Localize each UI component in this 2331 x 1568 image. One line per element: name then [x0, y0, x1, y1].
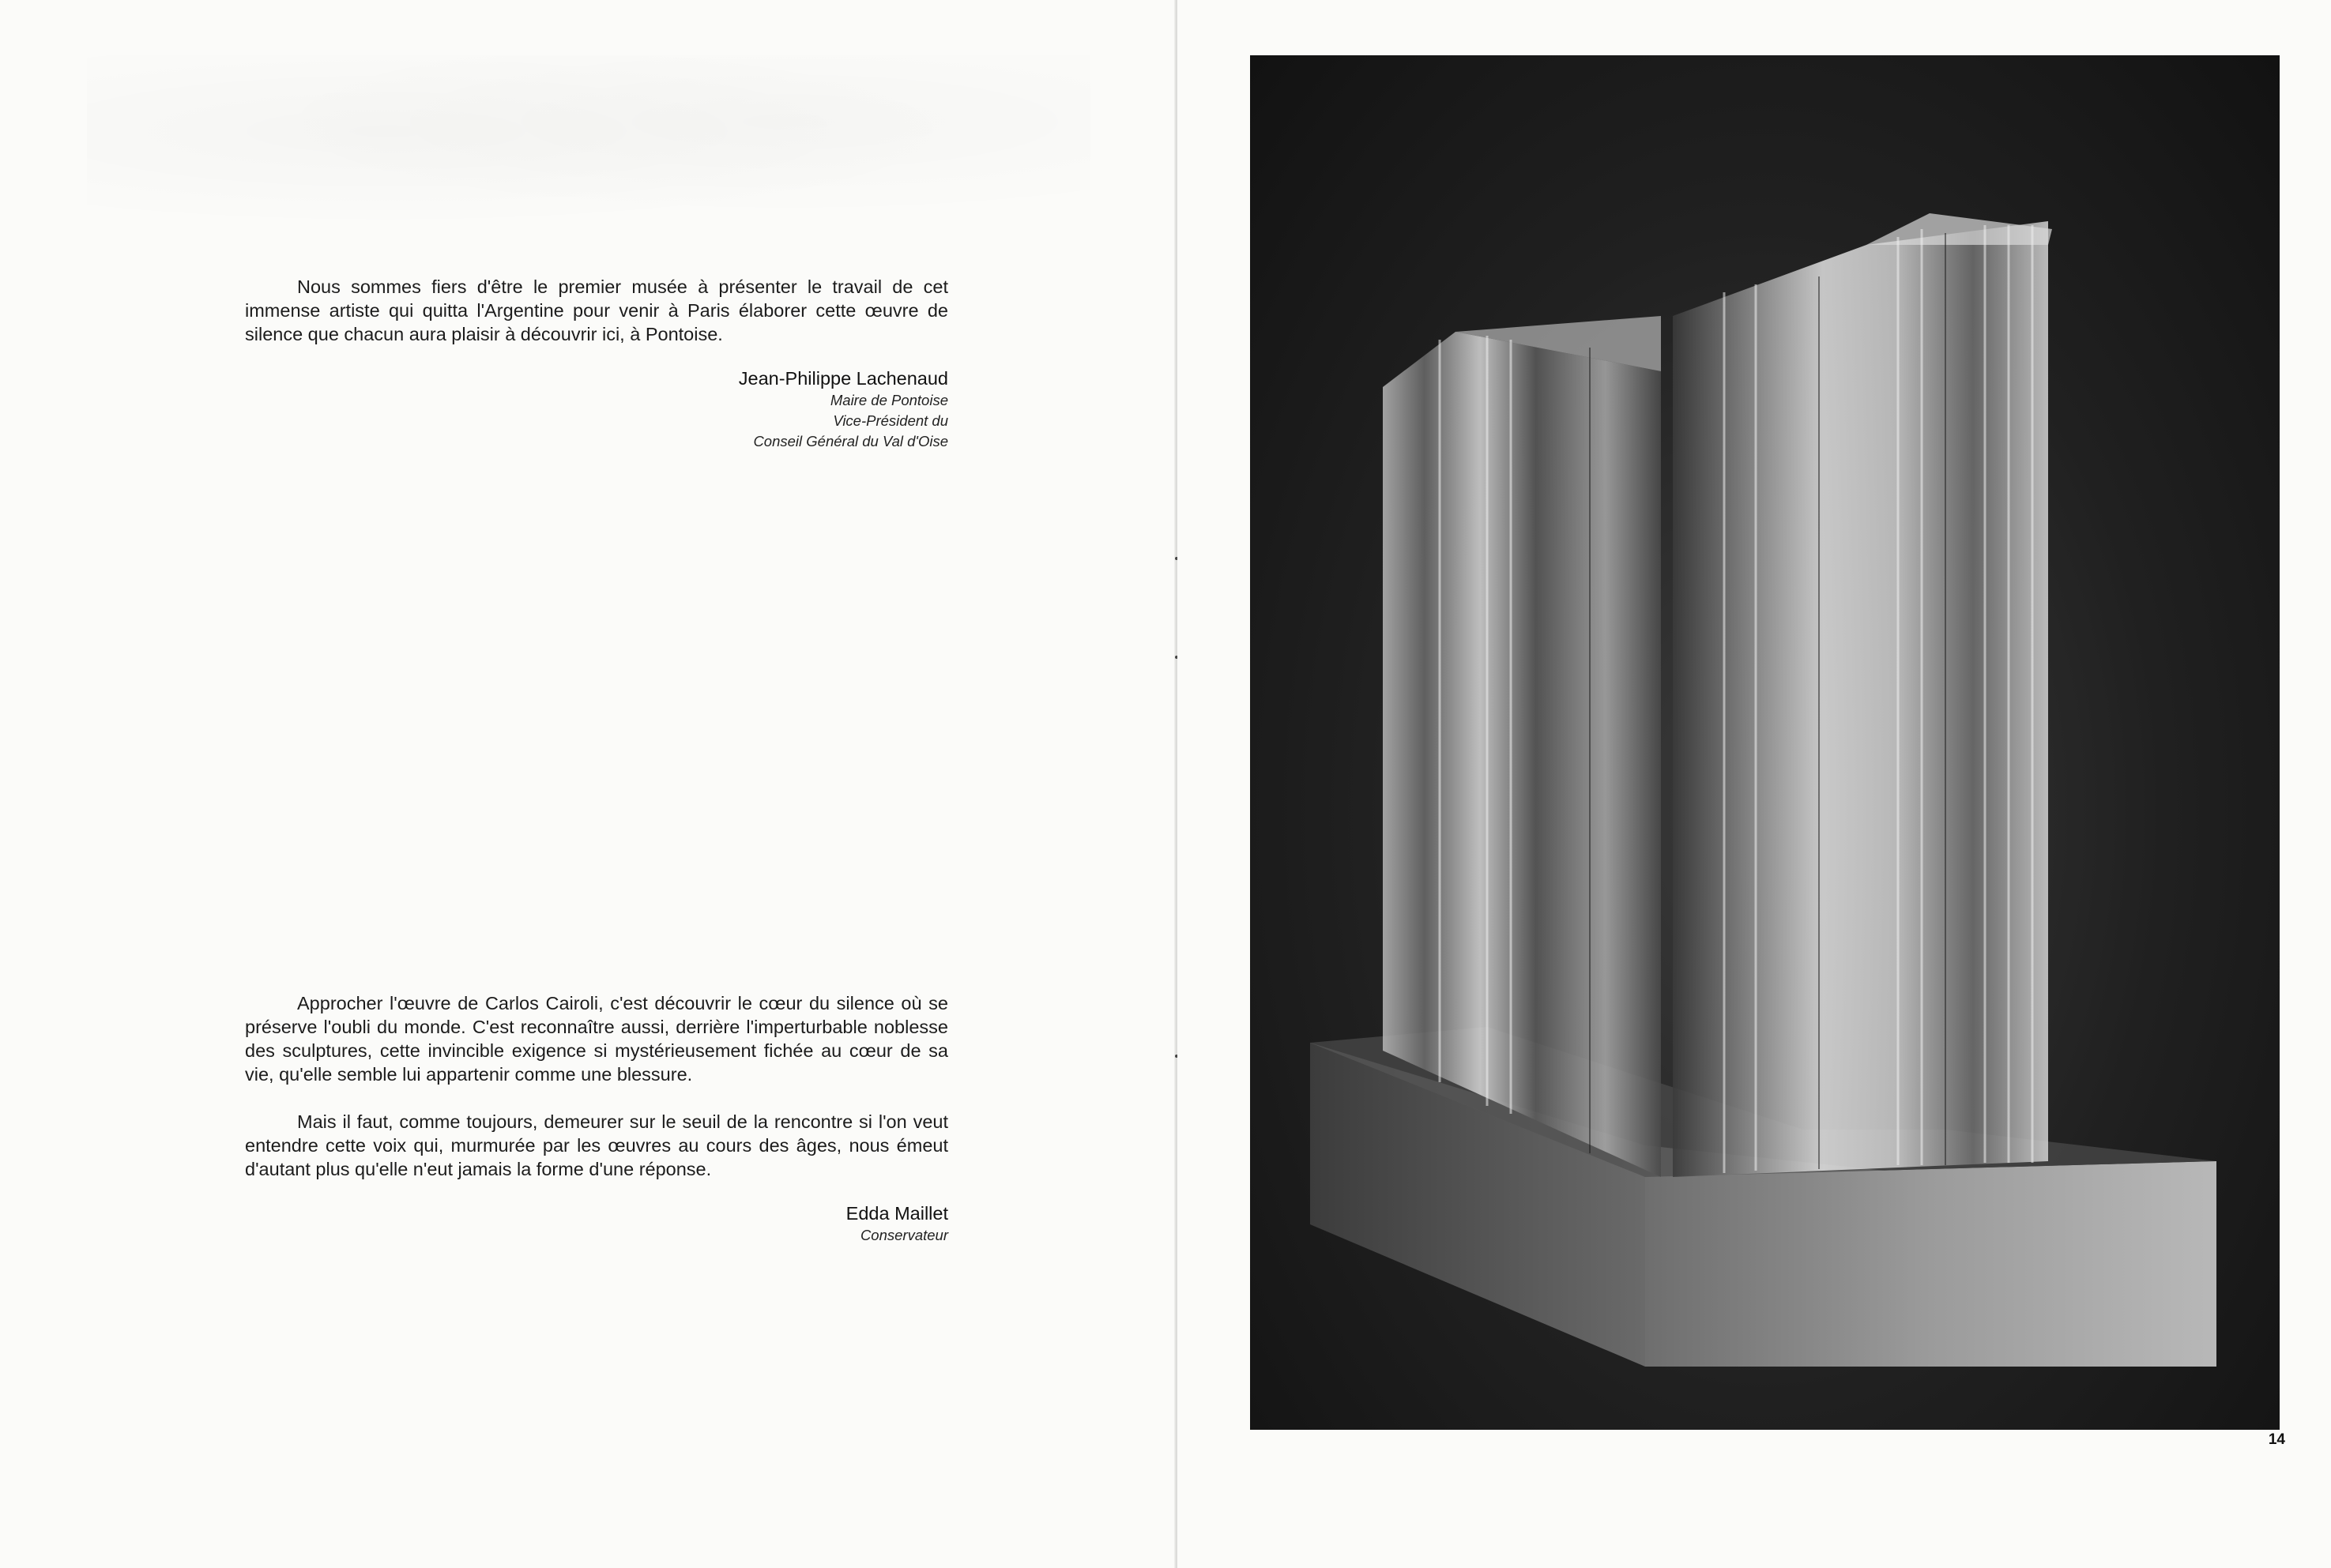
- sculpture-photograph: [1250, 55, 2280, 1430]
- acrylic-sculpture-image: [1250, 55, 2280, 1430]
- signatory-name: Jean-Philippe Lachenaud: [738, 368, 948, 389]
- signatory-name: Edda Maillet: [845, 1203, 948, 1224]
- signatory-role: Conservateur: [860, 1227, 948, 1243]
- sculpture-right-column-top: [1866, 213, 2052, 245]
- signature-maillet: [245, 1201, 948, 1246]
- sculpture-left-column: [1383, 332, 1661, 1177]
- page-number: 14: [2268, 1431, 2285, 1448]
- sculpture-base-front: [1645, 1161, 2216, 1367]
- signature-lachenaud: [245, 367, 948, 452]
- intro-paragraph: Nous sommes fiers d'être le premier musée à présenter le travail de cet immense artiste qui quitta l'Argentine pour venir à Paris élaborer cette œuvre de silence que chacun aura plaisir à découvrir ici, à Pontoise.: [245, 276, 948, 344]
- show-through-ghost-text: [87, 55, 1090, 245]
- intro-text-block: [245, 275, 948, 452]
- paragraph-mais: Mais il faut, comme toujours, demeurer sur le seuil de la rencontre si l'on veut entendre cette voix qui, murmurée par les œuvres au cours des âges, nous émeut d'autant plus qu'elle n'eut jamais la forme d'une réponse.: [245, 1111, 948, 1179]
- sculpture-right-column: [1673, 221, 2048, 1177]
- signatory-role: Maire de Pontoise: [830, 392, 948, 408]
- signatory-role: Vice-Président du: [833, 412, 948, 429]
- paragraph-approcher: Approcher l'œuvre de Carlos Cairoli, c'est découvrir le cœur du silence où se préserve l'oubli du monde. C'est reconnaître aussi, derrière l'imperturbable noblesse des sculptures, cette invincible exigence si mystérieusement fichée au cœur de sa vie, qu'elle semble lui appartenir comme une blessure.: [245, 993, 948, 1085]
- signatory-role: Conseil Général du Val d'Oise: [753, 433, 948, 449]
- conservator-text-block: [245, 991, 948, 1246]
